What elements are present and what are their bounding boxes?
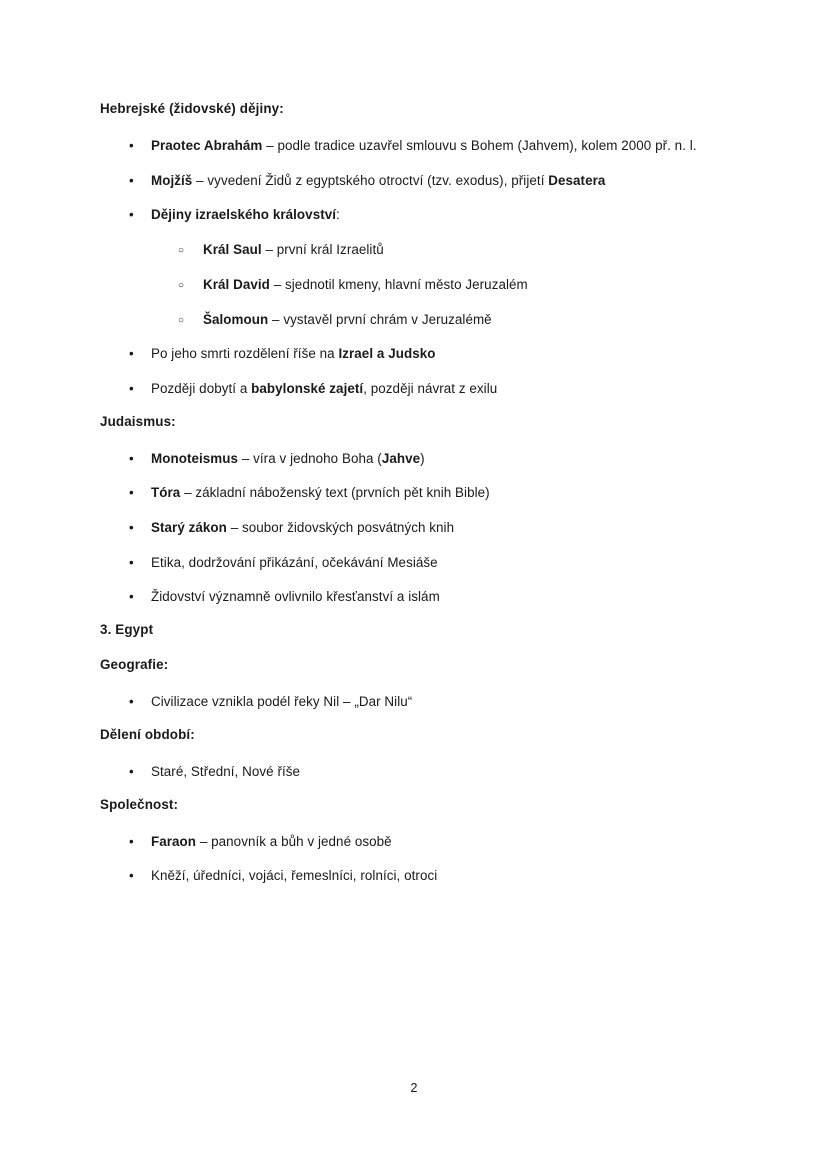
- bullet-filled-icon: •: [129, 485, 134, 501]
- emphasis-text: Mojžíš: [151, 172, 193, 188]
- emphasis-text: babylonské zajetí: [251, 380, 364, 396]
- bullet-hollow-icon: ○: [178, 314, 185, 326]
- section-heading: 3. Egypt: [100, 622, 154, 638]
- plain-text: Staré, Střední, Nové říše: [151, 763, 301, 779]
- emphasis-text: Dějiny izraelského království: [151, 207, 337, 223]
- bullet-filled-icon: •: [129, 450, 134, 466]
- plain-text: , později návrat z exilu: [363, 380, 498, 396]
- bullet-filled-icon: •: [129, 763, 134, 779]
- list-item-text: [151, 346, 435, 361]
- plain-text: – víra v jednoho Boha (: [238, 450, 382, 466]
- document-body: [100, 100, 700, 900]
- list-item: [100, 448, 700, 483]
- list-item: [100, 239, 700, 274]
- list-item-text: [203, 312, 492, 327]
- plain-text: Kněží, úředníci, vojáci, řemeslníci, rolníci, otroci: [151, 868, 438, 884]
- bullet-hollow-icon: ○: [178, 245, 185, 257]
- bullet-filled-icon: •: [129, 868, 134, 884]
- list-item: [100, 517, 700, 552]
- list-item: [100, 274, 700, 309]
- section-heading: Hebrejské (židovské) dějiny:: [100, 101, 284, 116]
- list-item: [100, 378, 700, 413]
- list-item-text: [151, 207, 340, 222]
- plain-text: Po jeho smrti rozdělení říše na: [151, 346, 339, 362]
- plain-text: – vyvedení Židů z egyptského otroctví (tzv. exodus), přijetí: [192, 172, 549, 188]
- list-item-text: [151, 589, 440, 604]
- plain-text: Později dobytí a: [151, 380, 252, 396]
- plain-text: – sjednotil kmeny, hlavní město Jeruzalém: [269, 276, 528, 292]
- plain-text: Etika, dodržování přikázání, očekávání Mesiáše: [151, 554, 438, 570]
- emphasis-text: Král David: [203, 276, 270, 292]
- emphasis-text: Král Saul: [203, 242, 262, 258]
- bullet-filled-icon: •: [129, 172, 134, 188]
- emphasis-text: Šalomoun: [203, 311, 269, 327]
- emphasis-text: Starý zákon: [151, 520, 227, 536]
- bullet-list: [100, 135, 700, 413]
- bullet-list: [100, 448, 700, 622]
- list-item: [100, 343, 700, 378]
- list-item: [100, 204, 700, 239]
- emphasis-text: Jahve: [381, 450, 421, 466]
- list-item-text: [203, 242, 384, 257]
- plain-text: – vystavěl první chrám v Jeruzalémě: [268, 311, 492, 327]
- plain-text: ): [420, 450, 425, 466]
- plain-text: – panovník a bůh v jedné osobě: [196, 833, 392, 849]
- list-item: [100, 691, 700, 726]
- emphasis-text: Monoteismus: [151, 450, 239, 466]
- list-item: [100, 309, 700, 344]
- bullet-list: [100, 691, 700, 726]
- bullet-filled-icon: •: [129, 694, 134, 710]
- list-item-text: [151, 381, 497, 396]
- list-item: [100, 761, 700, 796]
- list-item-text: [151, 520, 454, 535]
- plain-text: Židovství významně ovlivnilo křesťanství a islám: [151, 589, 440, 605]
- bullet-filled-icon: •: [129, 520, 134, 536]
- emphasis-text: Desatera: [548, 172, 606, 188]
- section-heading: Judaismus:: [100, 413, 176, 429]
- plain-text: – základní náboženský text (prvních pět knih Bible): [180, 485, 490, 501]
- section-heading: Geografie:: [100, 657, 169, 673]
- list-item-text: [151, 138, 697, 153]
- bullet-filled-icon: •: [129, 554, 134, 570]
- section-heading: Společnost:: [100, 796, 179, 812]
- list-item: [100, 586, 700, 621]
- list-item-text: [151, 834, 392, 849]
- bullet-list: [100, 761, 700, 796]
- plain-text: Civilizace vznikla podél řeky Nil – „Dar Nilu“: [151, 694, 413, 710]
- list-item: [100, 831, 700, 866]
- list-item: [100, 552, 700, 587]
- emphasis-text: Tóra: [151, 485, 181, 501]
- plain-text: – první král Izraelitů: [261, 242, 384, 258]
- bullet-filled-icon: •: [129, 207, 134, 223]
- plain-text: – soubor židovských posvátných knih: [226, 520, 455, 536]
- emphasis-text: Praotec Abrahám: [151, 138, 263, 153]
- list-item-text: [151, 555, 438, 570]
- list-item: [100, 482, 700, 517]
- list-item-text: [151, 173, 605, 188]
- list-item: [100, 135, 700, 170]
- page-number: 2: [410, 1081, 418, 1095]
- list-item-text: [151, 764, 300, 779]
- list-item-text: [203, 277, 528, 292]
- bullet-filled-icon: •: [129, 138, 134, 153]
- bullet-filled-icon: •: [129, 380, 134, 396]
- plain-text: – podle tradice uzavřel smlouvu s Bohem (Jahvem), kolem 2000 př. n. l.: [262, 138, 697, 153]
- list-item-text: [151, 451, 425, 466]
- list-item-text: [151, 694, 412, 709]
- plain-text: :: [336, 207, 340, 223]
- emphasis-text: Faraon: [151, 833, 197, 849]
- bullet-filled-icon: •: [129, 833, 134, 849]
- bullet-filled-icon: •: [129, 589, 134, 605]
- bullet-list: [100, 831, 700, 900]
- list-item: [100, 865, 700, 900]
- emphasis-text: Izrael a Judsko: [338, 346, 436, 362]
- bullet-filled-icon: •: [129, 346, 134, 362]
- bullet-hollow-icon: ○: [178, 279, 185, 291]
- section-heading: Dělení období:: [100, 726, 195, 742]
- list-item: [100, 170, 700, 205]
- list-item-text: [151, 485, 490, 500]
- list-item-text: [151, 868, 437, 883]
